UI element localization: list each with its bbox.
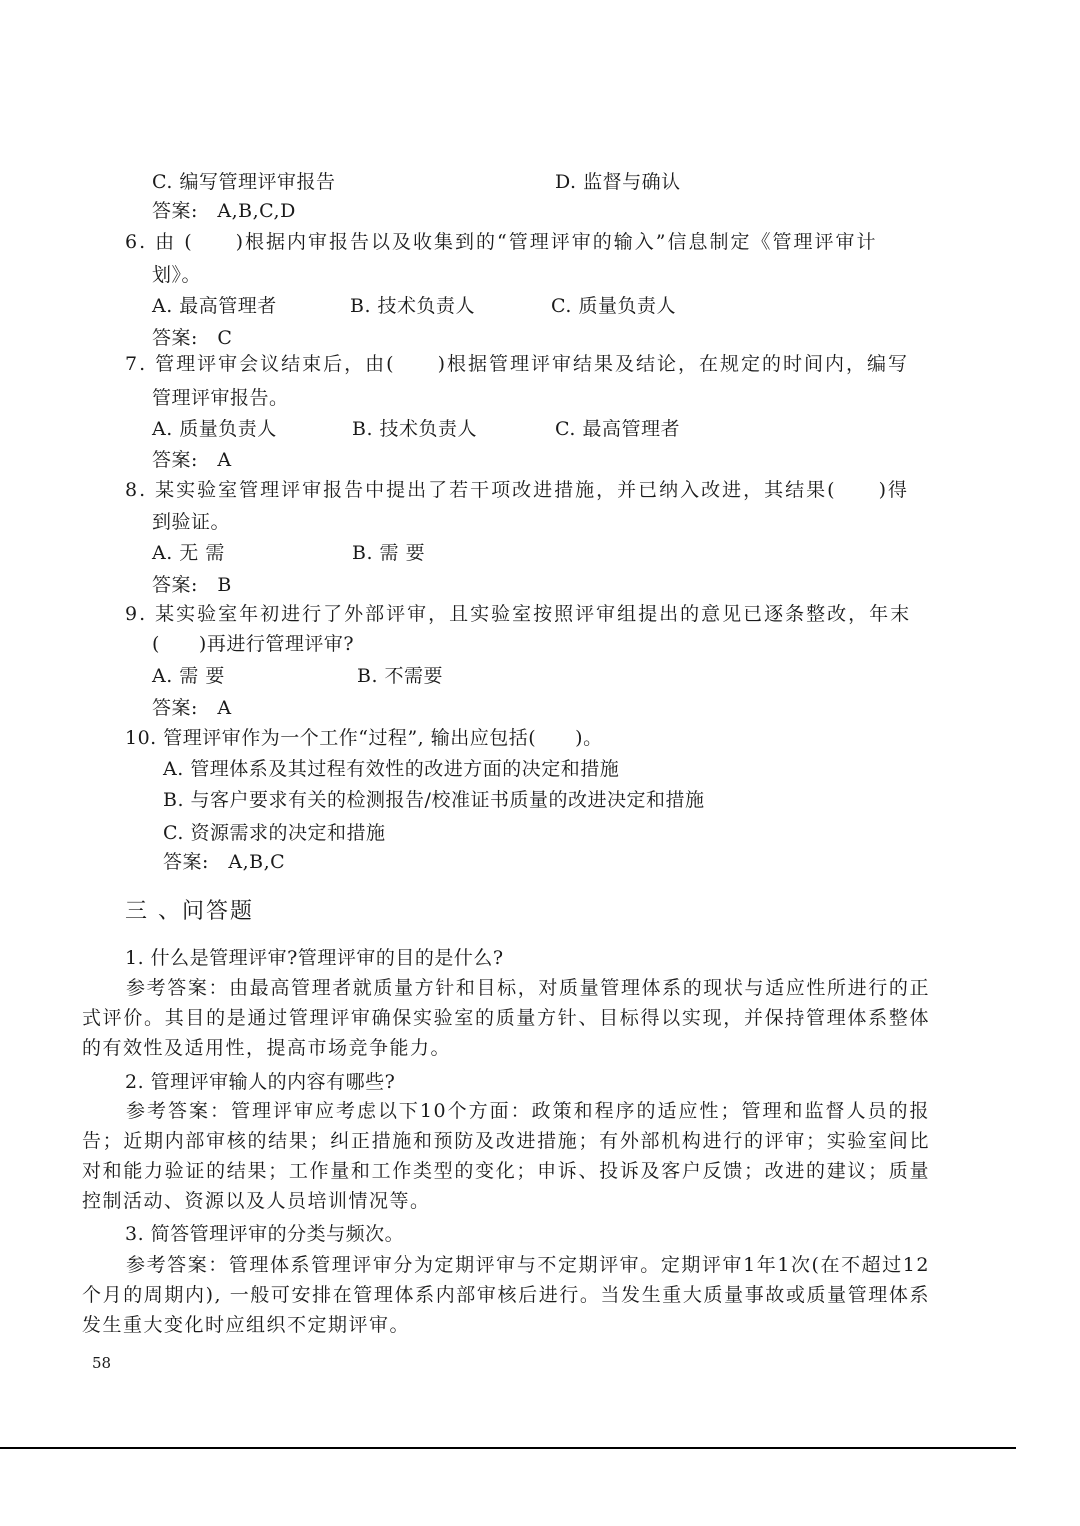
bottom-rule [0, 1447, 1016, 1449]
q10-question: 10. 管理评审作为一个工作“过程”, 输出应包括( )。 [125, 727, 603, 749]
essay-answer-1: 参考答案：由最高管理者就质量方针和目标，对质量管理体系的现状与适应性所进行的正式评价。其目的是通过管理评审确保实验室的质量方针、目标得以实现，并保持管理体系整体的有效性及适用性，提高市场竞争能力。 [82, 977, 930, 1059]
q5-option-d: D. 监督与确认 [555, 171, 681, 193]
q7-option-b: B. 技术负责人 [352, 418, 478, 440]
q9-question-line1: 9. 某实验室年初进行了外部评审，且实验室按照评审组提出的意见已逐条整改，年末 [125, 603, 912, 625]
q9-option-a: A. 需 要 [152, 665, 225, 687]
q6-answer: 答案: C [152, 327, 233, 349]
q10-option-c: C. 资源需求的决定和措施 [163, 822, 386, 844]
q6-option-c: C. 质量负责人 [551, 295, 676, 317]
q7-option-c: C. 最高管理者 [555, 418, 680, 440]
q6-option-a: A. 最高管理者 [152, 295, 277, 317]
q9-question-line2: ( )再进行管理评审? [152, 633, 355, 655]
q10-option-a: A. 管理体系及其过程有效性的改进方面的决定和措施 [163, 758, 620, 780]
q7-option-a: A. 质量负责人 [152, 418, 277, 440]
q5-option-c: C. 编写管理评审报告 [152, 171, 336, 193]
q7-question-line2: 管理评审报告。 [152, 387, 289, 409]
q9-answer: 答案: A [152, 697, 232, 719]
q9-option-b: B. 不需要 [357, 665, 444, 687]
q10-answer: 答案: A,B,C [163, 851, 286, 873]
q7-answer: 答案: A [152, 449, 232, 471]
q10-option-b: B. 与客户要求有关的检测报告/校准证书质量的改进决定和措施 [163, 789, 705, 811]
q8-question-line1: 8. 某实验室管理评审报告中提出了若干项改进措施，并已纳入改进，其结果( )得 [125, 479, 909, 501]
q6-option-b: B. 技术负责人 [350, 295, 476, 317]
essay-question-3: 3. 简答管理评审的分类与频次。 [125, 1223, 405, 1245]
essay-answer-3: 参考答案：管理体系管理评审分为定期评审与不定期评审。定期评审1年1次(在不超过12个月的周期内), 一般可安排在管理体系内部审核后进行。当发生重大质量事故或质量管理体系发生重大变化时应组织不定期评审。 [82, 1254, 930, 1336]
q6-question-line1: 6. 由 ( )根据内审报告以及收集到的“管理评审的输入”信息制定《管理评审计 [125, 231, 878, 253]
q7-question-line1: 7. 管理评审会议结束后，由( )根据管理评审结果及结论，在规定的时间内，编写 [125, 353, 909, 375]
q8-question-line2: 到验证。 [152, 511, 231, 533]
q8-option-b: B. 需 要 [352, 542, 426, 564]
essay-question-1: 1. 什么是管理评审?管理评审的目的是什么? [125, 947, 504, 969]
q8-option-a: A. 无 需 [152, 542, 225, 564]
q6-question-line2: 划》。 [152, 264, 202, 286]
essay-answer-2: 参考答案：管理评审应考虑以下10个方面：政策和程序的适应性；管理和监督人员的报告；近期内部审核的结果；纠正措施和预防及改进措施；有外部机构进行的评审；实验室间比对和能力验证的结果；工作量和工作类型的变化；申诉、投诉及客户反馈；改进的建议；质量控制活动、资源以及人员培训情况等。 [82, 1100, 930, 1212]
q8-answer: 答案: B [152, 574, 232, 596]
q5-answer: 答案: A,B,C,D [152, 200, 296, 222]
page-number: 58 [92, 1354, 112, 1372]
section-heading: 三 、问答题 [125, 899, 254, 924]
essay-question-2: 2. 管理评审输人的内容有哪些? [125, 1071, 396, 1093]
